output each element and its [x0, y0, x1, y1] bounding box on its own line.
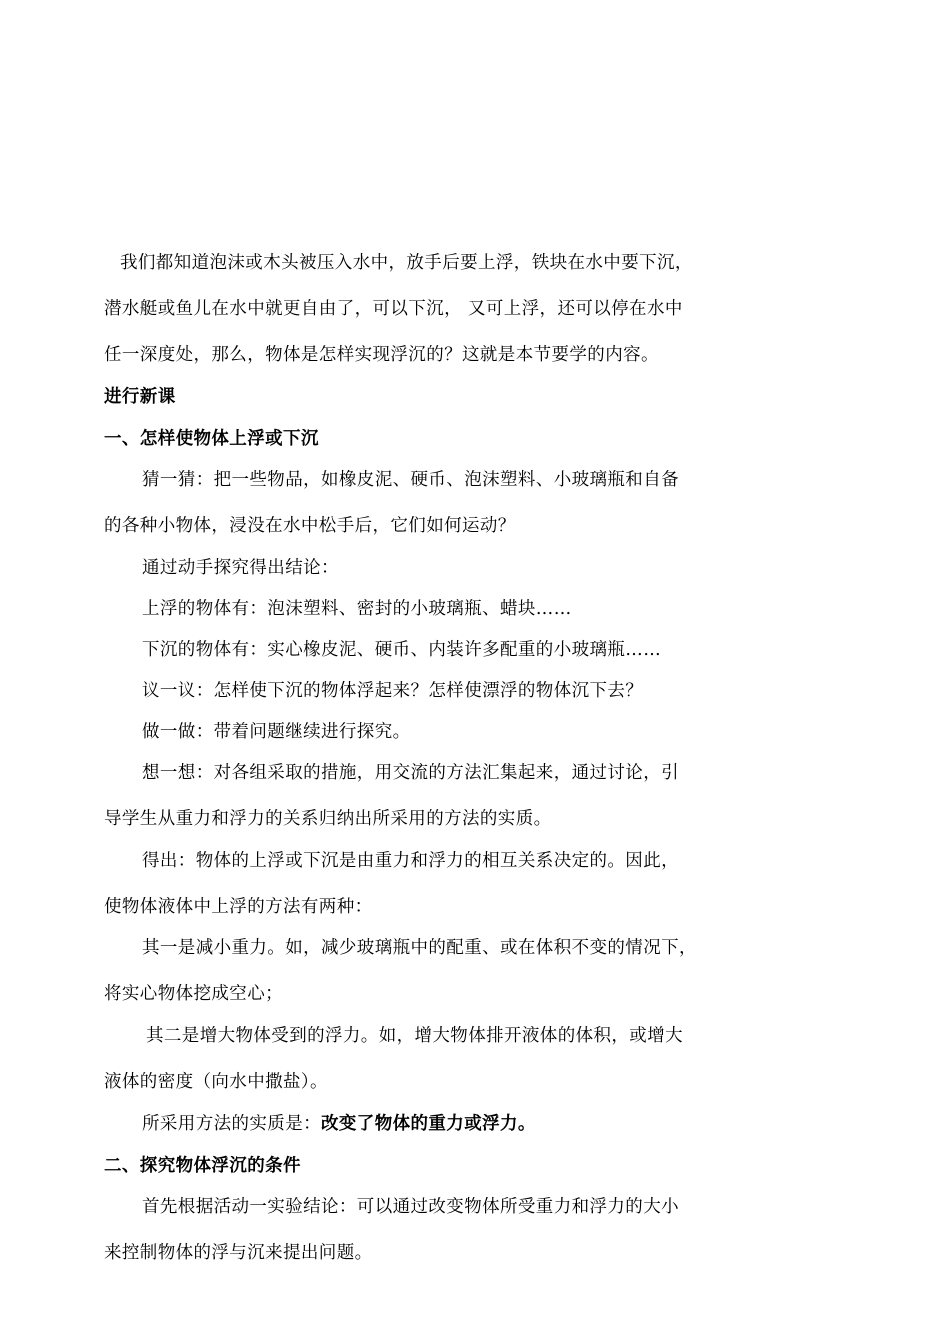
conclusion-intro: 通过动手探究得出结论： — [142, 558, 339, 578]
float-items: 上浮的物体有：泡沫塑料、密封的小玻璃瓶、蜡块…… — [142, 599, 572, 619]
essence-line — [142, 1113, 536, 1135]
think-line-1: 想一想：对各组采取的措施，用交流的方法汇集起来，通过讨论，引 — [142, 763, 679, 783]
intro-line-2: 潜水艇或鱼儿在水中就更自由了，可以下沉， 又可上浮，还可以停在水中 — [104, 299, 683, 319]
method1-line-1: 其一是减小重力。如，减少玻璃瓶中的配重、或在体积不变的情况下， — [142, 938, 697, 958]
guess-line-2: 的各种小物体，浸没在水中松手后，它们如何运动？ — [104, 516, 516, 536]
do-line: 做一做：带着问题继续进行探究。 — [142, 722, 411, 742]
section2-para-line-1: 首先根据活动一实验结论：可以通过改变物体所受重力和浮力的大小 — [142, 1197, 679, 1217]
intro-line-1: 我们都知道泡沫或木头被压入水中，放手后要上浮，铁块在水中要下沉， — [120, 253, 693, 273]
essence-prefix: 所采用方法的实质是： — [142, 1114, 321, 1134]
essence-bold: 改变了物体的重力或浮力。 — [321, 1114, 536, 1134]
think-line-2: 导学生从重力和浮力的关系归纳出所采用的方法的实质。 — [104, 809, 552, 829]
method2-line-1: 其二是增大物体受到的浮力。如，增大物体排开液体的体积，或增大 — [146, 1026, 683, 1046]
section2-heading: 二、探究物体浮沉的条件 — [104, 1156, 301, 1176]
method2-line-2: 液体的密度（向水中撒盐）。 — [104, 1072, 328, 1092]
method1-line-2: 将实心物体挖成空心； — [104, 984, 283, 1004]
heading-new-lesson: 进行新课 — [104, 387, 176, 407]
result-line-2: 使物体液体中上浮的方法有两种： — [104, 897, 373, 917]
discuss-line: 议一议：怎样使下沉的物体浮起来？怎样使漂浮的物体沉下去？ — [142, 681, 644, 701]
intro-line-3: 任一深度处，那么，物体是怎样实现浮沉的？这就是本节要学的内容。 — [104, 345, 659, 365]
section1-heading: 一、怎样使物体上浮或下沉 — [104, 429, 319, 449]
section2-para-line-2: 来控制物体的浮与沉来提出问题。 — [104, 1243, 373, 1263]
result-line-1: 得出：物体的上浮或下沉是由重力和浮力的相互关系决定的。因此， — [142, 851, 679, 871]
sink-items: 下沉的物体有：实心橡皮泥、硬币、内装许多配重的小玻璃瓶…… — [142, 640, 662, 660]
guess-line-1: 猜一猜：把一些物品，如橡皮泥、硬币、泡沫塑料、小玻璃瓶和自备 — [142, 470, 679, 490]
